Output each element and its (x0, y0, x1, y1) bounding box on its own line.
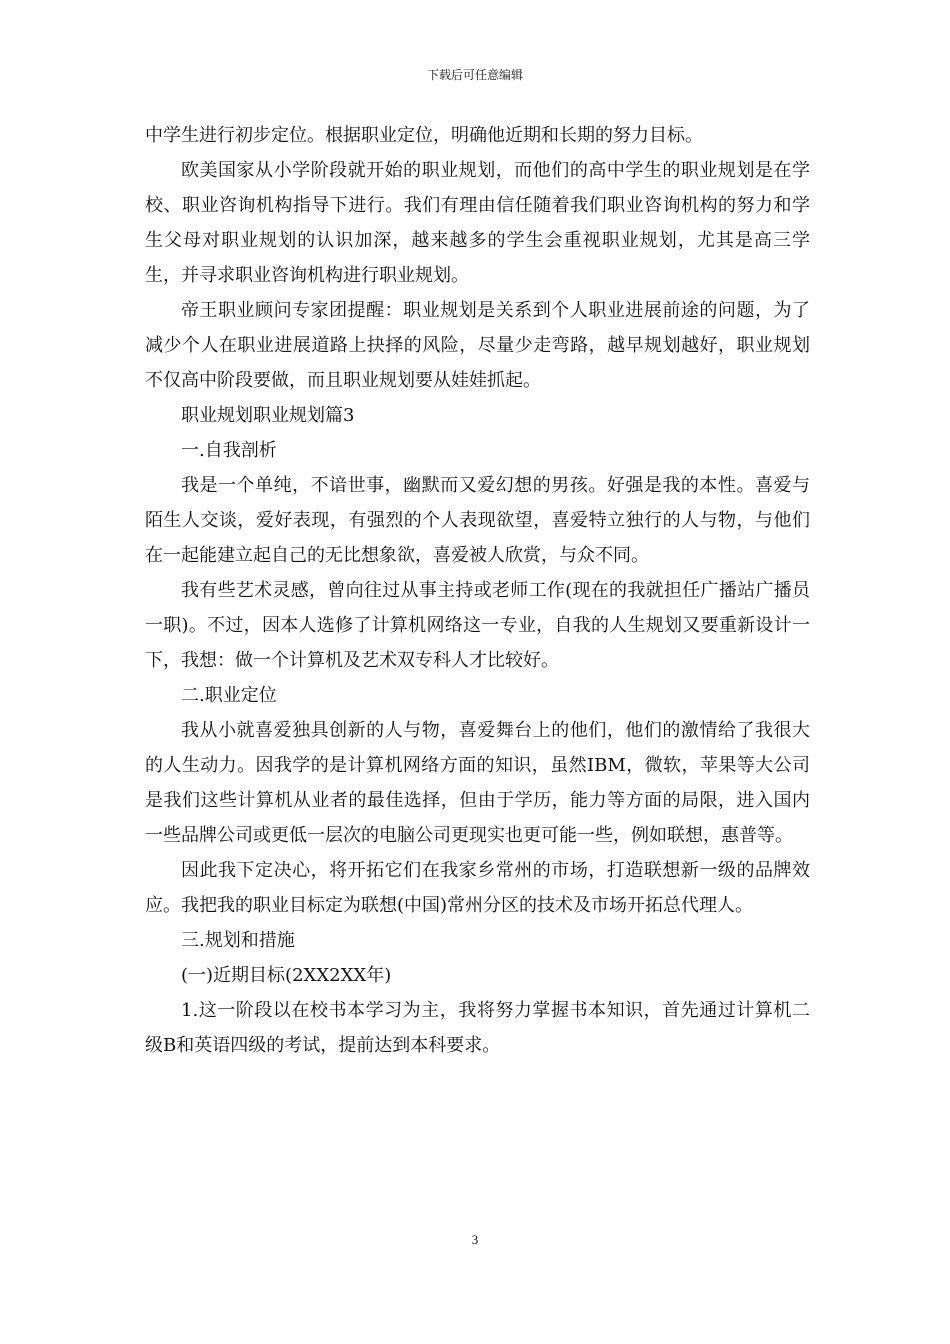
paragraph: 我从小就喜爱独具创新的人与物，喜爱舞台上的他们，他们的激情给了我很大的人生动力。因我学的是计算机网络方面的知识，虽然IBM，微软，苹果等大公司是我们这些计算机从业者的最佳选择，但由于学历，能力等方面的局限，进入国内一些品牌公司或更低一层次的电脑公司更现实也更可能一些，例如联想，惠普等。 (145, 720, 810, 846)
page-number: 3 (471, 1232, 479, 1247)
paragraph: 我是一个单纯，不谙世事，幽默而又爱幻想的男孩。好强是我的本性。喜爱与陌生人交谈，爱好表现，有强烈的个人表现欲望，喜爱特立独行的人与物，与他们在一起能建立起自己的无比想象欲，喜爱被人欣赏，与众不同。 (145, 475, 810, 566)
section-title: 职业规划职业规划篇3 (181, 405, 355, 426)
paragraph: 我有些艺术灵感，曾向往过从事主持或老师工作(现在的我就担任广播站广播员一职)。不过，因本人选修了计算机网络这一专业，自我的人生规划又要重新设计一下，我想：做一个计算机及艺术双专科人才比较好。 (145, 580, 810, 671)
paragraph: 帝王职业顾问专家团提醒：职业规划是关系到个人职业进展前途的问题，为了减少个人在职业进展道路上抉择的风险，尽量少走弯路，越早规划越好，职业规划不仅高中阶段要做，而且职业规划要从娃娃抓起。 (145, 300, 810, 391)
page-header: 下载后可任意编辑 (426, 68, 523, 82)
paragraph: 1.这一阶段以在校书本学习为主，我将努力掌握书本知识，首先通过计算机二级B和英语四级的考试，提前达到本科要求。 (145, 1000, 810, 1056)
paragraph: 欧美国家从小学阶段就开始的职业规划，而他们的高中学生的职业规划是在学校、职业咨询机构指导下进行。我们有理由信任随着我们职业咨询机构的努力和学生父母对职业规划的认识加深，越来越多的学生会重视职业规划，尤其是高三学生，并寻求职业咨询机构进行职业规划。 (145, 160, 810, 286)
subsection-heading: (一)近期目标(2XX2XX年) (181, 965, 392, 986)
section-heading: 一.自我剖析 (181, 440, 277, 461)
section-heading: 二.职业定位 (181, 685, 277, 706)
document-body (145, 118, 810, 1063)
paragraph: 因此我下定决心，将开拓它们在我家乡常州的市场，打造联想新一级的品牌效应。我把我的职业目标定为联想(中国)常州分区的技术及市场开拓总代理人。 (145, 860, 810, 916)
section-heading: 三.规划和措施 (181, 930, 295, 951)
paragraph-continuation: 中学生进行初步定位。根据职业定位，明确他近期和长期的努力目标。 (145, 125, 703, 146)
